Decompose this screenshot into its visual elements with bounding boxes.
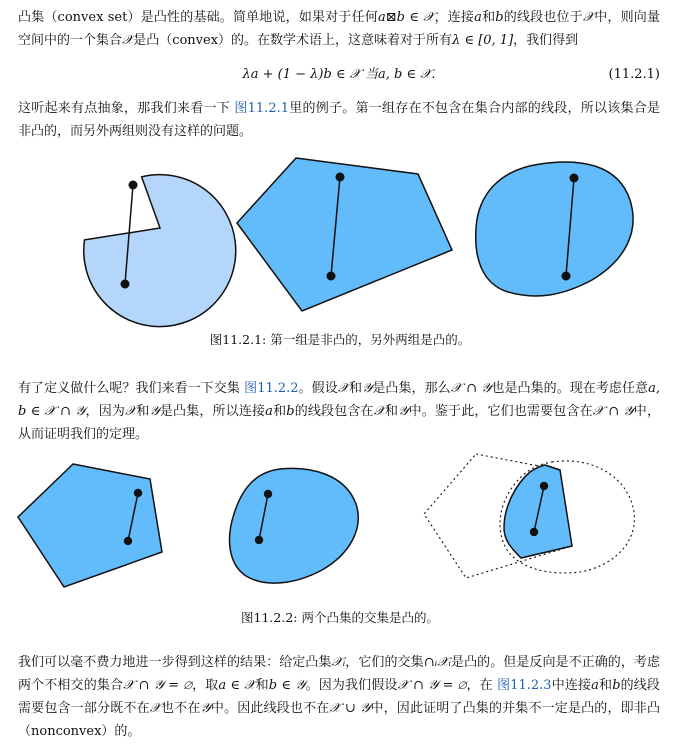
math: b ∈ 𝒳 xyxy=(396,10,435,25)
text: ，取 xyxy=(191,678,219,693)
convex-set-y xyxy=(230,468,359,583)
math: b ∈ 𝒴 xyxy=(268,678,306,693)
point-a xyxy=(540,482,548,490)
math: 𝒴 xyxy=(362,381,373,396)
text: 的线段需要包含一部分既不在 xyxy=(18,678,660,716)
text: 中。因此线段也不在 xyxy=(210,701,330,716)
text: 是凸集，所以连接 xyxy=(159,404,266,419)
math: a xyxy=(377,10,386,25)
point-a xyxy=(570,174,579,183)
text: 和 xyxy=(136,404,150,419)
equation-11-2-1 xyxy=(18,62,660,88)
text: 和 xyxy=(481,10,496,25)
paragraph-convex-definition xyxy=(18,6,660,52)
math: 𝒳ᵢ xyxy=(331,655,346,670)
text: 是凸（convex）的。在数学术语上，这意味着对于所有 xyxy=(133,33,453,48)
text: 中。鉴于此，它们也需要包含在 xyxy=(408,404,593,419)
math: a xyxy=(591,678,599,693)
text: 和 xyxy=(598,678,613,693)
text: 中，则向量空间中的一个集合 xyxy=(18,10,660,48)
point-b xyxy=(124,537,132,545)
math: 𝒴 xyxy=(149,404,160,419)
math: 𝒳 xyxy=(122,33,134,48)
math: a xyxy=(474,10,482,25)
point-b xyxy=(562,272,571,281)
math: 𝒳 xyxy=(125,404,137,419)
math: 𝒳 xyxy=(149,701,161,716)
figure-link-11-2-1[interactable]: 图11.2.1 xyxy=(234,101,289,116)
math: 𝒳 ∩ 𝒴 = ∅ xyxy=(123,678,192,693)
math: λ ∈ [0, 1] xyxy=(452,33,514,48)
text: 的线段也位于 xyxy=(503,10,583,25)
figure-11-2-2 xyxy=(0,450,680,600)
text: 和 xyxy=(255,678,269,693)
math: ∩ᵢ𝒳ᵢ xyxy=(423,655,451,670)
text: 和 xyxy=(272,404,287,419)
math: 𝒳 xyxy=(337,381,349,396)
text: 是凸集，那么 xyxy=(372,381,451,396)
intersection-diagram xyxy=(424,454,634,578)
text: 是凸的。但是反向是不正确的，考虑两个不相交的集合 xyxy=(18,655,660,693)
point-a xyxy=(264,490,272,498)
math: b xyxy=(495,10,504,25)
point-a xyxy=(336,173,345,182)
math: a xyxy=(265,404,273,419)
text: 和 xyxy=(348,381,363,396)
paragraph-intersection xyxy=(18,377,660,446)
pentagon-shape xyxy=(18,464,162,587)
convex-polygon-set xyxy=(237,158,452,311)
polygon-shape xyxy=(237,158,452,311)
point-b xyxy=(255,536,263,544)
rounded-shape xyxy=(230,468,359,583)
math: 𝒳 ∩ 𝒴 = ∅ xyxy=(397,678,467,693)
text: 有了定义做什么呢？我们来看一下交集 xyxy=(18,381,245,396)
nonconvex-pacman-set xyxy=(84,175,236,327)
figure-link-11-2-3[interactable]: 图11.2.3 xyxy=(497,678,552,693)
text: 中，从而证明我们的定理。 xyxy=(18,404,660,442)
rounded-shape xyxy=(476,162,633,296)
point-b xyxy=(121,280,130,289)
figure-11-2-1 xyxy=(0,150,680,320)
point-a xyxy=(129,181,138,190)
math: 𝒳 ∩ 𝒴 xyxy=(450,381,492,396)
equation-body: λa + (1 − λ)b ∈ 𝒳 当a, b ∈ 𝒳. xyxy=(242,67,436,82)
text: 。假设 xyxy=(298,381,338,396)
math: 𝒳 ∪ 𝒴 xyxy=(329,701,371,716)
math: 𝒳 xyxy=(373,404,385,419)
equation-number: (11.2.1) xyxy=(608,67,660,82)
text: ，连接 xyxy=(434,10,475,25)
math: a, b ∈ 𝒳 ∩ 𝒴 xyxy=(18,381,660,419)
pacman-shape xyxy=(84,175,236,327)
paragraph-examples xyxy=(18,97,660,143)
point-a xyxy=(134,489,142,497)
figure-caption-11-2-2: 图11.2.2: 两个凸集的交集是凸的。 xyxy=(241,610,439,625)
text: 里的例子。第一组存在不包含在集合内部的线段，所以该集合是非凸的，而另外两组则没有这样的问题。 xyxy=(18,101,660,139)
convex-rounded-set xyxy=(476,162,633,296)
math: 𝒳 xyxy=(582,10,595,25)
figure-link-11-2-2[interactable]: 图11.2.2 xyxy=(244,381,299,396)
figure-caption-11-2-1: 图11.2.1: 第一组是非凸的，另外两组是凸的。 xyxy=(209,332,471,347)
text: 中连接 xyxy=(551,678,592,693)
point-b xyxy=(327,272,336,281)
text: ，我们得到 xyxy=(513,33,579,48)
math: b xyxy=(612,678,621,693)
math: 𝒴 xyxy=(200,701,211,716)
text: ，在 xyxy=(466,678,498,693)
text: ，它们的交集 xyxy=(345,655,424,670)
math: 𝒴 xyxy=(398,404,409,419)
text: ，因为 xyxy=(85,404,126,419)
text: 中，因此证明了凸集的并集不一定是凸的，即非凸（nonconvex）的。 xyxy=(18,701,660,739)
text: 的线段包含在 xyxy=(294,404,374,419)
convex-set-x xyxy=(18,464,162,587)
math: b xyxy=(286,404,295,419)
text: 这听起来有点抽象，那我们来看一下 xyxy=(18,101,235,116)
math: 𝒳 ∩ 𝒴 xyxy=(592,404,634,419)
math: a ∈ 𝒳 xyxy=(218,678,256,693)
text: 也不在 xyxy=(160,701,201,716)
paragraph-union xyxy=(18,651,660,743)
text: 也是凸集的。现在考虑任意 xyxy=(491,381,649,396)
text: ⊠ xyxy=(385,10,397,25)
text: 我们可以毫不费力地进一步得到这样的结果：给定凸集 xyxy=(18,655,332,670)
text: 。因为我们假设 xyxy=(305,678,398,693)
point-b xyxy=(530,528,538,536)
text: 和 xyxy=(384,404,399,419)
text: 凸集（convex set）是凸性的基础。简单地说，如果对于任何 xyxy=(18,10,378,25)
